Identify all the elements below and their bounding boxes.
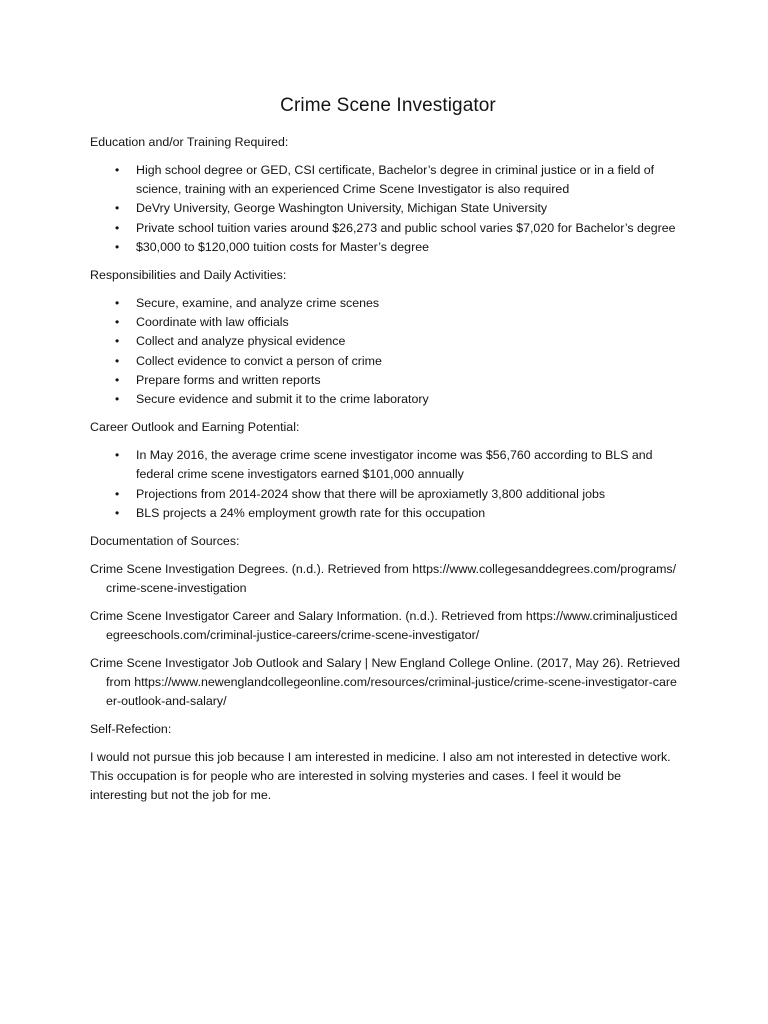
bullet-icon: • [115, 505, 120, 520]
list-item: • Secure, examine, and analyze crime scenes [90, 294, 680, 313]
list-item: • Prepare forms and written reports [90, 371, 680, 390]
bullet-icon: • [115, 334, 120, 349]
list-item: • DeVry University, George Washington University, Michigan State University [90, 199, 680, 218]
education-heading: Education and/or Training Required: [90, 135, 289, 149]
list-item: • BLS projects a 24% employment growth rate for this occupation [90, 504, 680, 523]
education-list [90, 161, 680, 257]
responsibilities-list [90, 294, 680, 409]
list-item: • In May 2016, the average crime scene investigator income was $56,760 according to BLS and federal crime scene investigators earned $101,000 annually [115, 448, 653, 482]
sources-heading: Documentation of Sources: [90, 534, 240, 549]
document-title: Crime Scene Investigator [280, 95, 496, 116]
bullet-icon: • [115, 201, 120, 216]
list-item: • Private school tuition varies around $26,273 and public school varies $7,020 for Bachelor’s degree [90, 219, 680, 238]
bullet-icon: • [115, 372, 120, 387]
document-page [90, 94, 680, 805]
bullet-icon: • [115, 239, 120, 254]
bullet-icon: • [115, 163, 120, 177]
list-item: • Secure evidence and submit it to the crime laboratory [90, 390, 680, 409]
bullet-icon: • [115, 220, 120, 235]
bullet-icon: • [115, 353, 120, 368]
bullet-icon: • [115, 448, 120, 463]
list-item: • Projections from 2014-2024 show that there will be aproxiametly 3,800 additional jobs [90, 485, 680, 504]
list-item: • Collect evidence to convict a person of crime [90, 352, 680, 371]
reference-entry: Crime Scene Investigation Degrees. (n.d.). Retrieved from https://www.collegesanddegrees.com/programs/crime-scene-investigation [90, 562, 677, 596]
list-item: • Coordinate with law officials [90, 313, 680, 332]
reference-entry: Crime Scene Investigator Job Outlook and Salary | New England College Online. (2017, May 26). Retrieved from https://www.newenglandcollegeonline.com/resources/criminal-justice/crime-scene-investigator-career-outlook-and-salary/ [90, 656, 681, 709]
career-heading: Career Outlook and Earning Potential: [90, 420, 300, 435]
responsibilities-heading: Responsibilities and Daily Activities: [90, 268, 287, 283]
reflection-heading: Self-Refection: [90, 722, 172, 737]
reference-entry: Crime Scene Investigator Career and Salary Information. (n.d.). Retrieved from https://www.criminaljusticedegreeschools.com/criminal-justice-careers/crime-scene-investigator/ [90, 609, 678, 643]
list-item: • High school degree or GED, CSI certificate, Bachelor’s degree in criminal justice or in a field of science, training with an experienced Crime Scene Investigator is also required [115, 163, 655, 197]
reflection-paragraph: I would not pursue this job because I am interested in medicine. I also am not interested in detective work. This occupation is for people who are interested in solving mysteries and cases. I feel it would be interesting but not the job for me. [90, 750, 671, 803]
list-item: • Collect and analyze physical evidence [90, 332, 680, 351]
bullet-icon: • [115, 315, 120, 330]
bullet-icon: • [115, 486, 120, 501]
bullet-icon: • [115, 392, 120, 407]
list-item: • $30,000 to $120,000 tuition costs for Master’s degree [90, 238, 680, 257]
bullet-icon: • [115, 296, 120, 311]
career-list [90, 446, 680, 523]
